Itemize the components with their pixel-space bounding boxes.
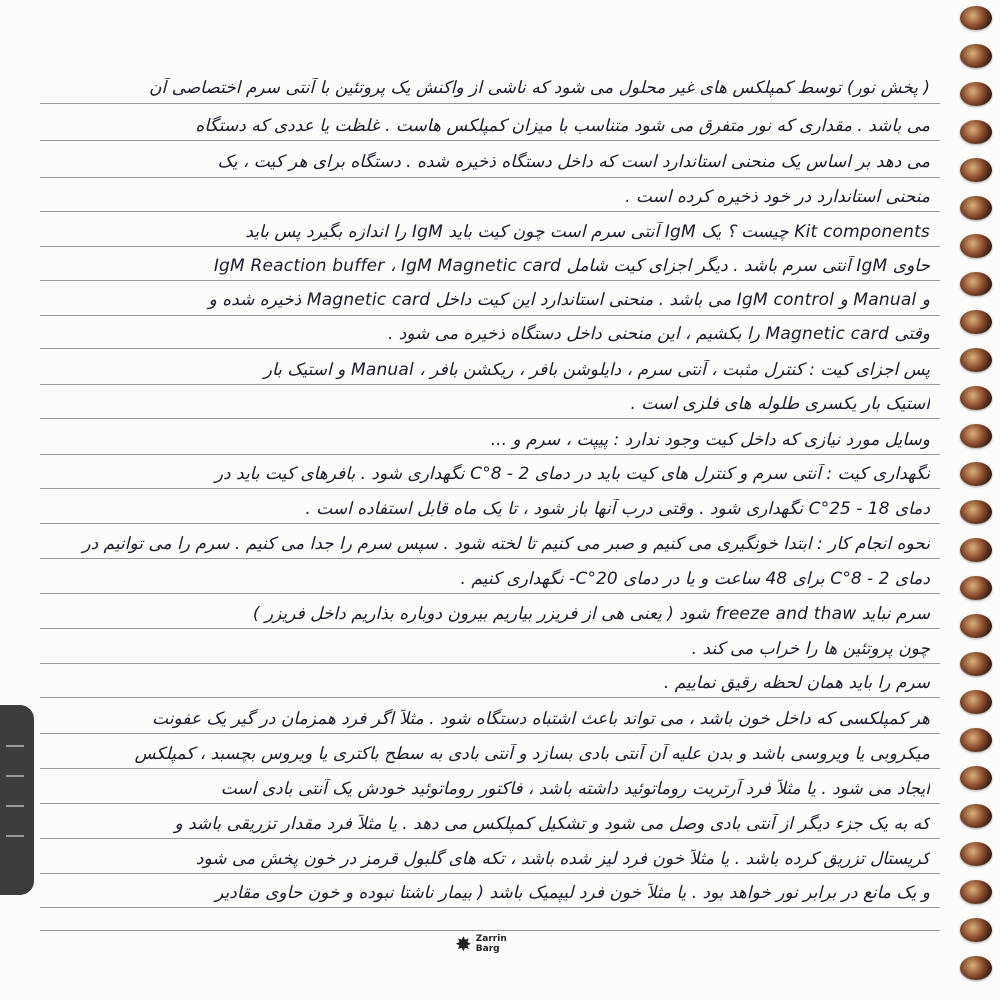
note-line: دمای 2 - 8°C برای 48 ساعت و یا در دمای 20°C- نگهداری کنیم . [460, 569, 930, 589]
spiral-ring [960, 234, 992, 258]
spiral-ring [960, 272, 992, 296]
note-line: که به یک جزء دیگر از آنتی بادی وصل می شود و تشکیل کمپلکس می دهد . یا مثلاً فرد مقدار تزریقی باشد و [174, 814, 930, 834]
clip-ridge [6, 745, 24, 747]
spiral-binding [954, 0, 1000, 1000]
rule-line [40, 384, 940, 385]
rule-line [40, 768, 940, 769]
rule-line [40, 315, 940, 316]
note-line: کریستال تزریق کرده باشد . یا مثلاً خون فرد لیز شده باشد ، تکه های گلبول قرمز در خون پخش می شود [195, 849, 930, 869]
spiral-ring [960, 690, 992, 714]
note-line: می دهد بر اساس یک منحنی استاندارد است که داخل دستگاه ذخیره شده . دستگاه برای هر کیت ، یک [217, 152, 930, 172]
note-line: و یک مانع در برابر نور خواهد بود . یا مثلاً خون فرد لیپمیک باشد ( بیمار ناشتا نبوده و خون حاوی مقادیر [215, 883, 930, 903]
spiral-ring [960, 196, 992, 220]
note-line: استیک بار یکسری طلوله های فلزی است . [630, 394, 930, 414]
rule-line [40, 873, 940, 874]
rule-line [40, 348, 940, 349]
brand-line-2: Barg [475, 944, 500, 954]
clip-ridge [6, 775, 24, 777]
note-line: منحنی استاندارد در خود ذخیره کرده است . [625, 187, 930, 207]
spiral-ring [960, 82, 992, 106]
note-line: ایجاد می شود . یا مثلاً فرد آرتریت روماتوئید داشته باشد ، فاکتور روماتوئید خودش یک آنتی بادی است [220, 779, 930, 799]
note-line: سرم را باید همان لحظه رقیق نماییم . [663, 673, 930, 693]
rule-line [40, 280, 940, 281]
rule-line [40, 454, 940, 455]
brand-line-1: Zarrin [475, 934, 507, 944]
spiral-ring [960, 766, 992, 790]
rule-line [40, 140, 940, 141]
rule-line [40, 211, 940, 212]
spiral-ring [960, 158, 992, 182]
rule-line [40, 838, 940, 839]
note-line: حاوی IgM آنتی سرم باشد . دیگر اجزای کیت شامل IgM Reaction buffer ، IgM Magnetic card [213, 256, 930, 276]
brand-name [476, 934, 507, 954]
note-line: نگهداری کیت : آنتی سرم و کنترل های کیت باید در دمای 2 - 8°C نگهداری شود . بافرهای کیت باید در [214, 464, 930, 484]
rule-line [40, 103, 940, 104]
spiral-ring [960, 956, 992, 980]
rule-line [40, 733, 940, 734]
rule-line [40, 558, 940, 559]
spiral-ring [960, 842, 992, 866]
rule-line [40, 663, 940, 664]
note-line: نحوه انجام کار : ابتدا خونگیری می کنیم و صبر می کنیم تا لخته شود . سپس سرم را جدا می کنیم . سرم را می توانیم در [82, 534, 930, 554]
note-line: می باشد . مقداری که نور متفرق می شود متناسب با میزان کمپلکس هاست . غلظت یا عددی که دستگاه [195, 116, 930, 136]
clip-ridge [6, 835, 24, 837]
note-line: Kit components چیست ؟ یک IgM آنتی سرم است چون کیت باید IgM را اندازه بگیرد پس باید [245, 222, 930, 242]
spiral-ring [960, 462, 992, 486]
spiral-ring [960, 652, 992, 676]
spiral-ring [960, 424, 992, 448]
rule-line [40, 803, 940, 804]
note-line: چون پروتئین ها را خراب می کند . [691, 639, 930, 659]
rule-line [40, 523, 940, 524]
leaf-icon: ✸ [455, 932, 472, 956]
spiral-ring [960, 804, 992, 828]
rule-line [40, 177, 940, 178]
spiral-ring [960, 918, 992, 942]
rule-line [40, 697, 940, 698]
note-line: دمای 18 - 25°C نگهداری شود . وقتی درب آنها باز شود ، تا یک ماه قابل استفاده است . [305, 499, 930, 519]
spiral-ring [960, 538, 992, 562]
spiral-ring [960, 44, 992, 68]
spiral-ring [960, 348, 992, 372]
note-line: ( پخش نور) توسط کمپلکس های غیر محلول می شود که ناشی از واکنش یک پروتئین با آنتی سرم اختصاصی آن [148, 78, 930, 98]
clip-ridge [6, 805, 24, 807]
note-line: میکروبی یا ویروسی باشد و بدن علیه آن آنتی بادی بسازد و آنتی بادی به سطح باکتری یا ویروس بچسبد ، کمپلکس [134, 744, 930, 764]
note-line: وقتی Magnetic card را بکشیم ، این منحنی داخل دستگاه ذخیره می شود . [387, 324, 930, 344]
spiral-ring [960, 614, 992, 638]
rule-line [40, 418, 940, 419]
binder-clip [0, 705, 34, 895]
rule-line [40, 488, 940, 489]
note-line: هر کمپلکسی که داخل خون باشد ، می تواند باعث اشتباه دستگاه شود . مثلاً اگر فرد همزمان در گیر یک عفونت [152, 709, 930, 729]
note-line: و Manual و IgM control می باشد . منحنی استاندارد این کیت داخل Magnetic card ذخیره شده و [208, 290, 930, 310]
spiral-ring [960, 728, 992, 752]
brand-logo [455, 930, 535, 958]
spiral-ring [960, 500, 992, 524]
spiral-ring [960, 120, 992, 144]
spiral-ring [960, 386, 992, 410]
spiral-ring [960, 576, 992, 600]
spiral-ring [960, 880, 992, 904]
rule-line [40, 246, 940, 247]
rule-line [40, 907, 940, 908]
note-line: پس اجزای کیت : کنترل مثبت ، آنتی سرم ، دایلوشن بافر ، ریکشن بافر ، Manual و استیک بار [263, 360, 930, 380]
note-line: سرم نباید freeze and thaw شود ( یعنی هی از فریزر بیاریم بیرون دوباره بذاریم داخل فریزر ) [252, 604, 930, 624]
spiral-ring [960, 310, 992, 334]
note-line: وسایل مورد نیازی که داخل کیت وجود ندارد : پیپت ، سرم و ... [490, 430, 930, 450]
rule-line [40, 628, 940, 629]
spiral-ring [960, 6, 992, 30]
rule-line [40, 593, 940, 594]
